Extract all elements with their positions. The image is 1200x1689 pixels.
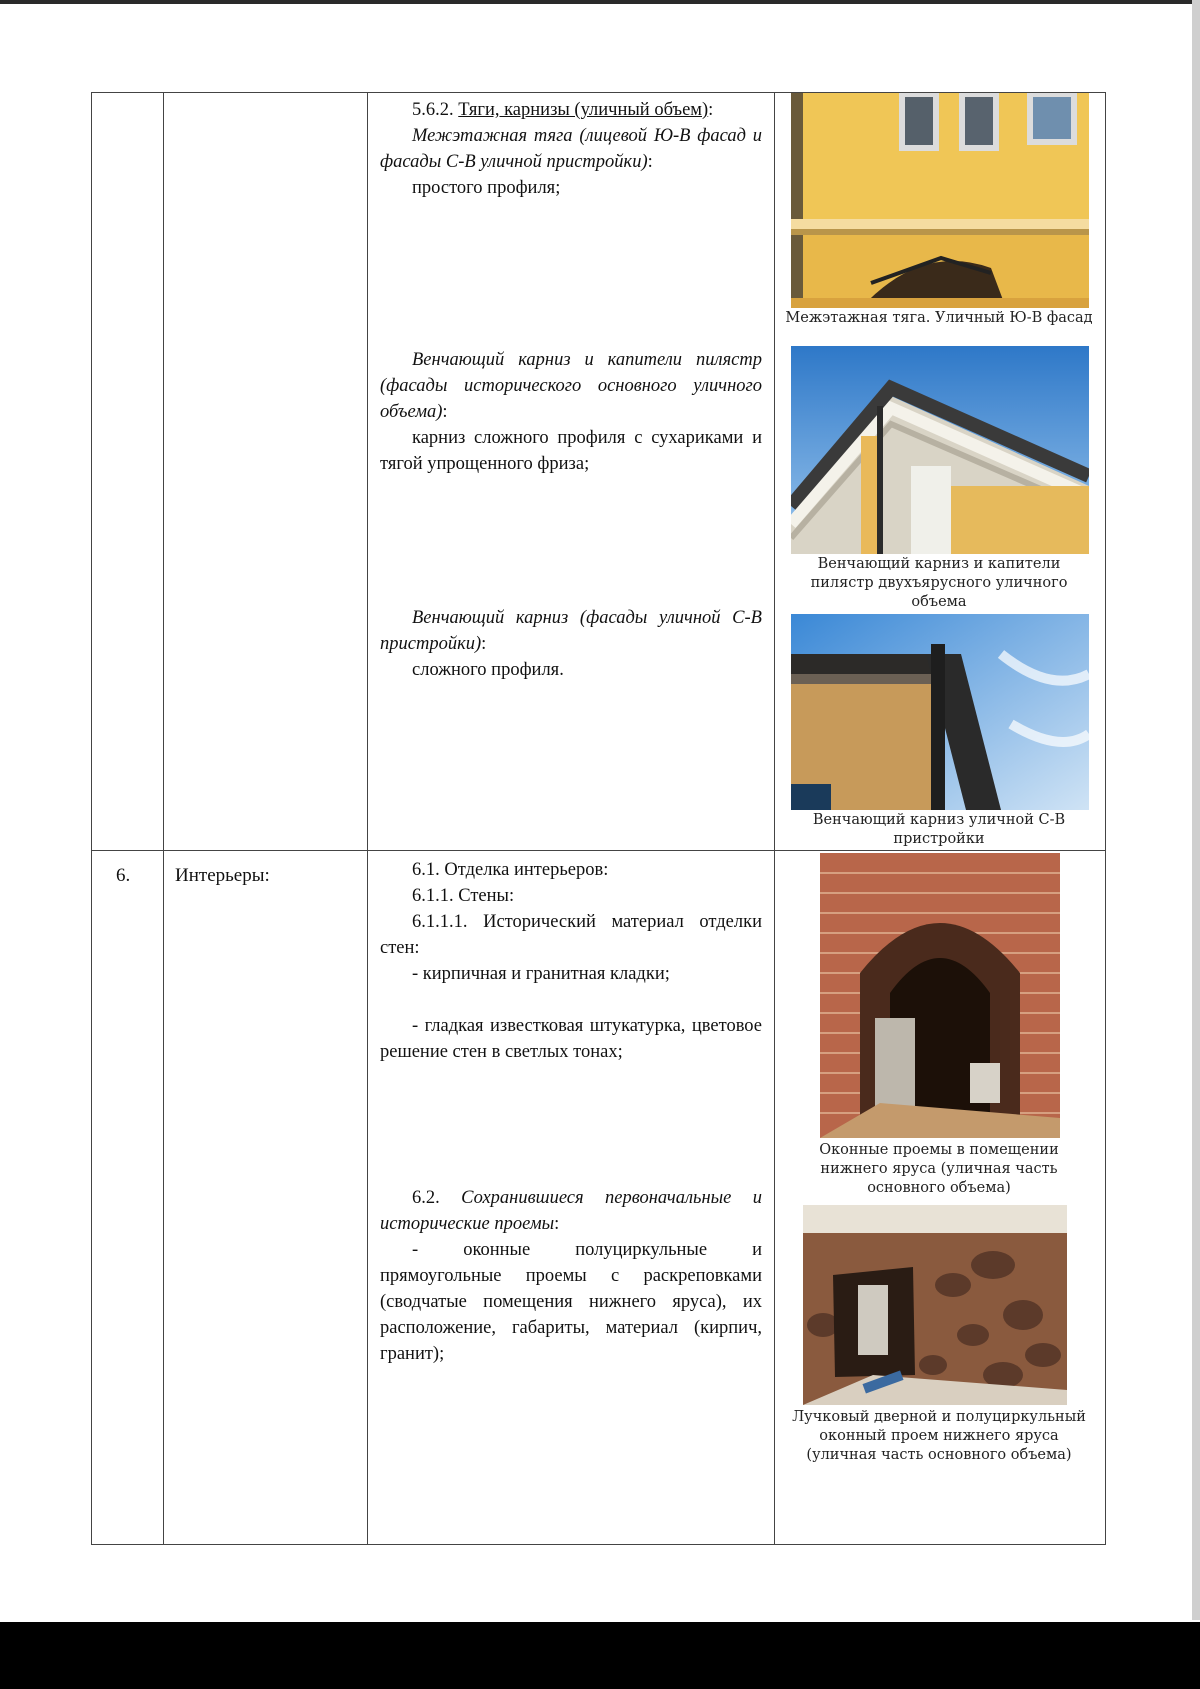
photo-caption: Оконные проемы в помещении нижнего яруса (уличная часть основного объема)	[819, 1142, 1059, 1196]
item-title: 6.1.1.1. Исторический материал отделки стен:	[380, 912, 762, 958]
subsection-title: Венчающий карниз (фасады уличной С-В пристройки)	[380, 608, 762, 654]
description: сложного профиля.	[412, 660, 564, 680]
colon: :	[708, 100, 714, 120]
colon: :	[481, 634, 487, 654]
column-divider	[774, 93, 775, 1544]
bottom-scan-edge	[0, 1622, 1200, 1689]
colon: :	[442, 402, 448, 422]
row-number: 6.	[116, 865, 131, 886]
section-name: Интерьеры:	[175, 865, 270, 886]
colon: :	[554, 1214, 560, 1234]
description: простого профиля;	[412, 178, 561, 198]
item-title: Сохранившиеся первоначальные и исторические проемы	[380, 1188, 762, 1234]
description: карниз сложного профиля с сухариками и тягой упрощенного фриза;	[380, 428, 762, 474]
list-item: - оконные полуциркульные и прямоугольные проемы с раскреповками (сводчатые помещения нижнего яруса), их расположение, габариты, материал (кирпич, гранит);	[380, 1240, 762, 1364]
item-title: Тяги, карнизы (уличный объем)	[458, 100, 709, 120]
column-divider	[163, 93, 164, 1544]
photo-caption: Венчающий карниз и капители пилястр двухъярусного уличного объема	[810, 556, 1068, 610]
item-title: 6.1. Отделка интерьеров:	[412, 860, 609, 880]
crowning-cornice-photo	[791, 346, 1089, 554]
vaulted-window-photo	[820, 853, 1060, 1138]
list-item: - гладкая известковая штукатурка, цветовое решение стен в светлых тонах;	[380, 1016, 762, 1062]
item-title: 6.1.1. Стены:	[412, 886, 515, 906]
right-scan-edge	[1192, 0, 1200, 1620]
photo-caption: Венчающий карниз уличной С-В пристройки	[812, 812, 1066, 847]
top-scan-edge	[0, 0, 1200, 4]
paragraph-interiors	[380, 857, 762, 1065]
row-divider	[92, 850, 1105, 851]
list-item: - кирпичная и гранитная кладки;	[412, 964, 670, 984]
photo-caption: Межэтажная тяга. Уличный Ю-В фасад	[785, 310, 1093, 326]
paragraph-openings	[380, 1185, 762, 1367]
subsection-title: Венчающий карниз и капители пилястр (фасады исторического основного уличного объема)	[380, 350, 762, 422]
item-number: 5.6.2.	[412, 100, 454, 120]
colon: :	[647, 152, 653, 172]
photo-caption: Лучковый дверной и полуциркульный оконный проем нижнего яруса (уличная часть основного объема)	[792, 1409, 1086, 1463]
document-table	[91, 92, 1106, 1545]
facade-belt-course-photo	[791, 93, 1089, 308]
paragraph-annex-cornice	[380, 605, 762, 683]
subsection-title: Межэтажная тяга (лицевой Ю-В фасад и фасады С-В уличной пристройки)	[380, 126, 762, 172]
item-number: 6.2.	[412, 1188, 440, 1208]
column-divider	[367, 93, 368, 1544]
annex-cornice-photo	[791, 614, 1089, 810]
paragraph-cornices	[380, 97, 762, 201]
door-opening-photo	[803, 1205, 1067, 1405]
spacer	[380, 987, 762, 1013]
paragraph-crowning-cornice	[380, 347, 762, 477]
